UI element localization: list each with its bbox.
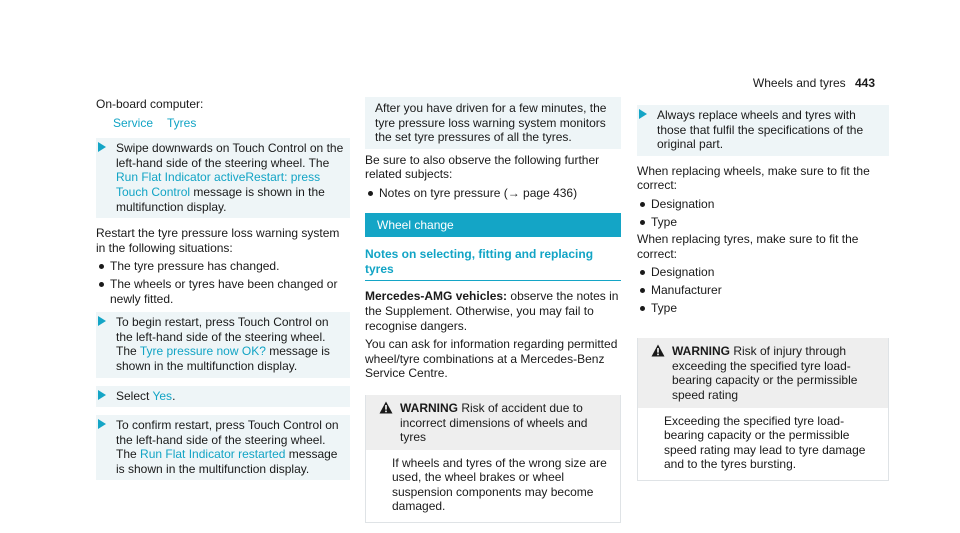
warning-box <box>365 395 621 523</box>
list-item: The tyre pressure has changed. <box>96 259 350 274</box>
section-banner: Wheel change <box>365 213 621 238</box>
step-arrow-icon <box>98 390 106 400</box>
instruction-step <box>96 312 350 377</box>
step-text: The <box>116 447 137 462</box>
menu-path-tyres: Tyres <box>167 115 197 130</box>
restart-text: Restart the tyre pressure loss warning system in the following situations: <box>96 226 340 255</box>
step-arrow-icon <box>98 142 106 152</box>
warning-box <box>637 338 889 481</box>
column-middle <box>365 97 621 523</box>
step-text: message is shown in the multifunction display. <box>116 447 338 476</box>
step-text: . <box>172 388 176 403</box>
section-title: Wheels and tyres <box>752 76 846 90</box>
list-item: Type <box>637 215 889 230</box>
warning-title: Risk of injury through exceeding the specified tyre load-bearing capacity or the permissible speed rating <box>672 344 858 402</box>
column-left <box>96 97 350 488</box>
display-message: Tyre pressure now OK? <box>139 344 266 359</box>
warning-label: WARNING <box>672 344 730 359</box>
instruction-step <box>96 415 350 480</box>
step-text: To begin restart, press Touch Control on the left-hand side of the steering wheel. <box>116 315 329 344</box>
instruction-step <box>96 386 350 408</box>
amg-paragraph <box>365 289 621 333</box>
step-text: message is shown in the multifunction display. <box>116 184 325 214</box>
warning-header <box>638 338 888 407</box>
list-item: Manufacturer <box>637 283 889 298</box>
list-item: Notes on tyre pressure (→ page 436) <box>365 186 621 201</box>
step-arrow-icon <box>98 316 106 326</box>
step-text: Always replace wheels and tyres with those that fulfil the specifications of the original part. <box>657 108 864 152</box>
list-item: The wheels or tyres have been changed or newly fitted. <box>96 277 350 306</box>
step-arrow-icon <box>98 419 106 429</box>
wheels-intro: When replacing wheels, make sure to fit the correct: <box>637 163 870 193</box>
warning-triangle-icon <box>651 344 665 357</box>
step-text: Select <box>116 388 150 403</box>
page-number: 443 <box>854 76 875 90</box>
warning-header <box>366 395 620 450</box>
step-text: Swipe downwards on Touch Control on the left-hand side of the steering wheel. <box>116 141 344 170</box>
amg-label: Mercedes-AMG vehicles: <box>365 289 508 304</box>
list-item: Type <box>637 301 889 316</box>
display-message: Yes <box>152 388 173 403</box>
warning-triangle-icon <box>379 401 393 414</box>
display-message: Run Flat Indicator restarted <box>140 447 286 462</box>
step-text: To confirm restart, press Touch Control on the left-hand side of the steering wheel. <box>116 418 339 447</box>
step-text: message is shown in the multifunction display. <box>116 344 330 373</box>
step-text: The <box>308 155 330 170</box>
warning-title: Risk of accident due to incorrect dimensions of wheels and tyres <box>400 400 588 445</box>
display-message: Run Flat Indicator activeRestart: press Touch Control <box>116 170 321 199</box>
menu-path-service: Service <box>113 115 154 130</box>
info-note: After you have driven for a few minutes, the tyre pressure loss warning system monitors the set tyre pressures of all the tyres. <box>365 97 621 149</box>
intro-text: On-board computer: <box>96 97 204 111</box>
warning-body: If wheels and tyres of the wrong size are used, the wheel brakes or wheel suspension components may become damaged. <box>392 455 607 514</box>
page-header <box>753 76 875 91</box>
observe-text: Be sure to also observe the following further related subjects: <box>365 152 600 182</box>
subsection-heading: Notes on selecting, fitting and replacing tyres <box>365 247 621 281</box>
step-text: The <box>116 344 137 359</box>
instruction-step <box>96 138 350 218</box>
step-arrow-icon <box>639 109 647 119</box>
amg-text: observe the notes in the Supplement. Otherwise, you may fail to recognise dangers. <box>365 289 619 333</box>
warning-body: Exceeding the specified tyre load-bearing capacity or the permissible speed rating may lead to tyre damage and to the tyres bursting. <box>664 413 866 472</box>
warning-label: WARNING <box>400 400 458 415</box>
menu-path <box>96 116 350 131</box>
tyres-intro: When replacing tyres, make sure to fit the correct: <box>637 232 859 261</box>
column-right <box>637 97 889 481</box>
list-item: Designation <box>637 197 889 212</box>
list-item: Designation <box>637 265 889 280</box>
info-paragraph: You can ask for information regarding permitted wheel/tyre combinations at a Mercedes-Benz Service Centre. <box>365 337 618 381</box>
instruction-step <box>637 105 889 156</box>
